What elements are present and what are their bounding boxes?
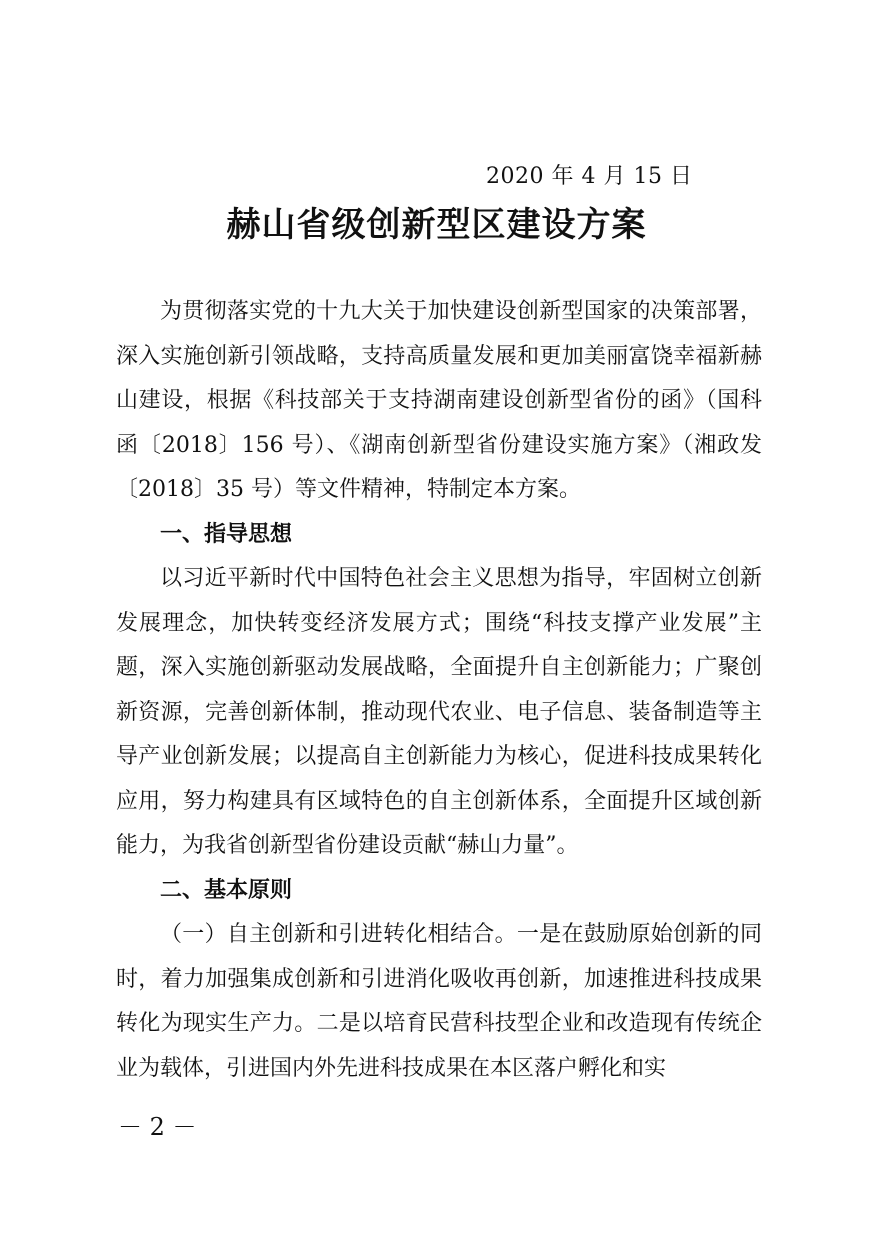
intro-paragraph: 为贯彻落实党的十九大关于加快建设创新型国家的决策部署，深入实施创新引领战略，支持高质量发展和更加美丽富饶幸福新赫山建设，根据《科技部关于支持湖南建设创新型省份的函》（国科函〔2018〕156 号）、《湖南创新型省份建设实施方案》（湘政发〔2018〕35 号）等文件精神，特制定本方案。 [116,299,762,502]
section-heading-basic-principles: 二、基本原则 [160,877,293,903]
section-heading-guiding-ideology: 一、指导思想 [160,521,293,547]
document-date: 2020 年 4 月 15 日 [486,164,693,189]
document-title: 赫山省级创新型区建设方案 [226,205,647,245]
document-body [116,290,762,1091]
page-number: － 2 － [118,1113,197,1141]
principle-item-1-paragraph: （一）自主创新和引进转化相结合。一是在鼓励原始创新的同时，着力加强集成创新和引进消化吸收再创新，加速推进科技成果转化为现实生产力。二是以培育民营科技型企业和改造现有传统企业为载体，引进国内外先进科技成果在本区落户孵化和实 [116,922,762,1081]
guiding-ideology-paragraph: 以习近平新时代中国特色社会主义思想为指导，牢固树立创新发展理念，加快转变经济发展方式；围绕“科技支撑产业发展”主题，深入实施创新驱动发展战略，全面提升自主创新能力；广聚创新资源，完善创新体制，推动现代农业、电子信息、装备制造等主导产业创新发展；以提高自主创新能力为核心，促进科技成果转化应用，努力构建具有区域特色的自主创新体系，全面提升区域创新能力，为我省创新型省份建设贡献“赫山力量”。 [116,566,762,858]
